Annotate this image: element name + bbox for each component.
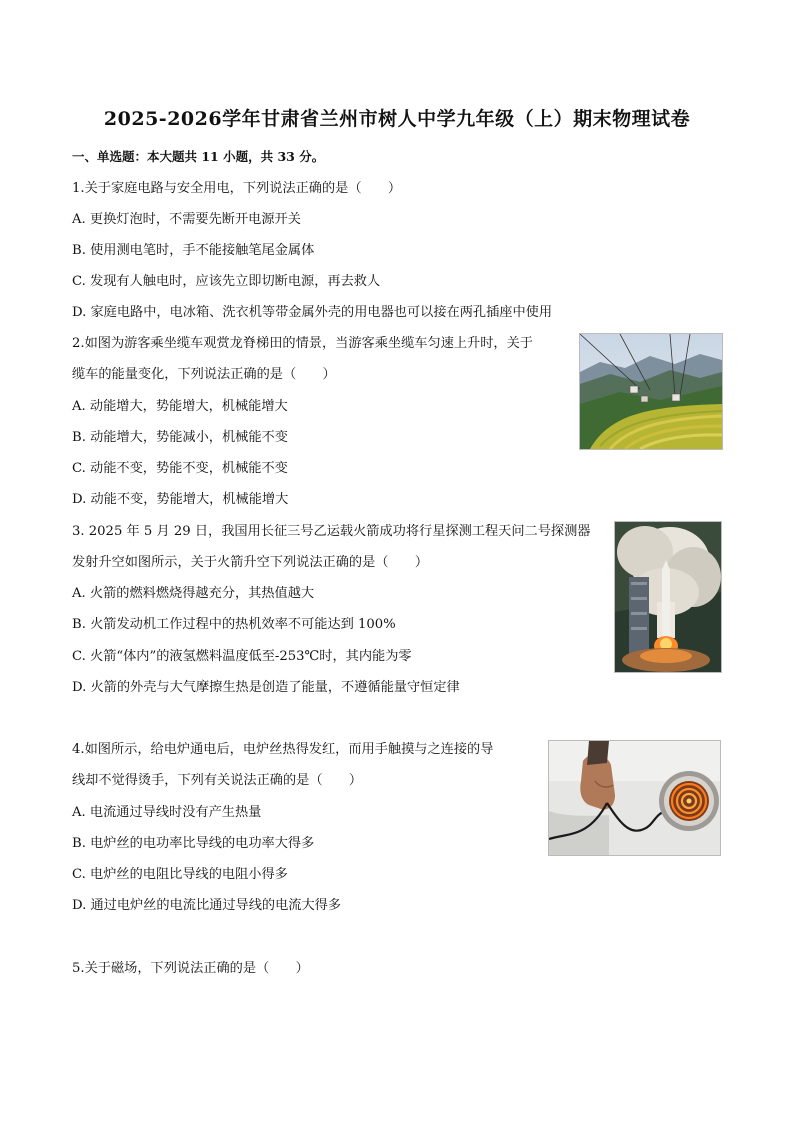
- question-3-option-a: A. 火箭的燃料燃烧得越充分，其热值越大: [72, 586, 315, 601]
- question-3-option-c: C. 火箭“体内”的液氢燃料温度低至-253℃时，其内能为零: [72, 649, 412, 664]
- question-2-stem-line-1: 2.如图为游客乘坐缆车观赏龙脊梯田的情景，当游客乘坐缆车匀速上升时，关于: [72, 336, 533, 351]
- question-3-option-b: B. 火箭发动机工作过程中的热机效率不可能达到 100%: [72, 617, 396, 632]
- electric-stove-figure: [548, 740, 721, 856]
- question-4-option-c: C. 电炉丝的电阻比导线的电阻小得多: [72, 867, 288, 882]
- question-3-stem-line-1: 3. 2025 年 5 月 29 日，我国用长征三号乙运载火箭成功将行星探测工程天问二号探测器: [72, 524, 591, 539]
- question-5-stem: 5.关于磁场，下列说法正确的是（ ）: [72, 961, 309, 976]
- question-1-option-a: A. 更换灯泡时，不需要先断开电源开关: [72, 212, 301, 227]
- question-1-option-c: C. 发现有人触电时，应该先立即切断电源，再去救人: [72, 274, 381, 289]
- question-1-option-d: D. 家庭电路中，电冰箱、洗衣机等带金属外壳的用电器也可以接在两孔插座中使用: [72, 305, 553, 320]
- question-3-stem-line-2: 发射升空如图所示，关于火箭升空下列说法正确的是（ ）: [72, 555, 429, 570]
- question-2-option-d: D. 动能不变，势能增大，机械能增大: [72, 492, 289, 507]
- question-4-option-a: A. 电流通过导线时没有产生热量: [72, 805, 262, 820]
- question-3-option-d: D. 火箭的外壳与大气摩擦生热是创造了能量，不遵循能量守恒定律: [72, 680, 460, 695]
- question-4-stem-line-2: 线却不觉得烫手，下列有关说法正确的是（ ）: [72, 773, 363, 788]
- question-1-stem: 1.关于家庭电路与安全用电，下列说法正确的是（ ）: [72, 181, 402, 196]
- question-2-option-c: C. 动能不变，势能不变，机械能不变: [72, 461, 288, 476]
- question-2-option-b: B. 动能增大，势能减小，机械能不变: [72, 430, 288, 445]
- question-1-option-b: B. 使用测电笔时，手不能接触笔尾金属体: [72, 243, 315, 258]
- question-4-option-d: D. 通过电炉丝的电流比通过导线的电流大得多: [72, 898, 342, 913]
- cable-car-terraces-figure: [579, 333, 723, 450]
- question-4-option-b: B. 电炉丝的电功率比导线的电功率大得多: [72, 836, 315, 851]
- question-2-option-a: A. 动能增大，势能增大，机械能增大: [72, 399, 288, 414]
- question-4-stem-line-1: 4.如图所示，给电炉通电后，电炉丝热得发红，而用手触摸与之连接的导: [72, 742, 494, 757]
- rocket-launch-figure: [614, 521, 722, 673]
- section-heading: 一、单选题：本大题共 11 小题，共 33 分。: [72, 149, 325, 164]
- question-2-stem-line-2: 缆车的能量变化，下列说法正确的是（ ）: [72, 367, 336, 382]
- exam-title: 2025-2026学年甘肃省兰州市树人中学九年级（上）期末物理试卷: [103, 108, 691, 130]
